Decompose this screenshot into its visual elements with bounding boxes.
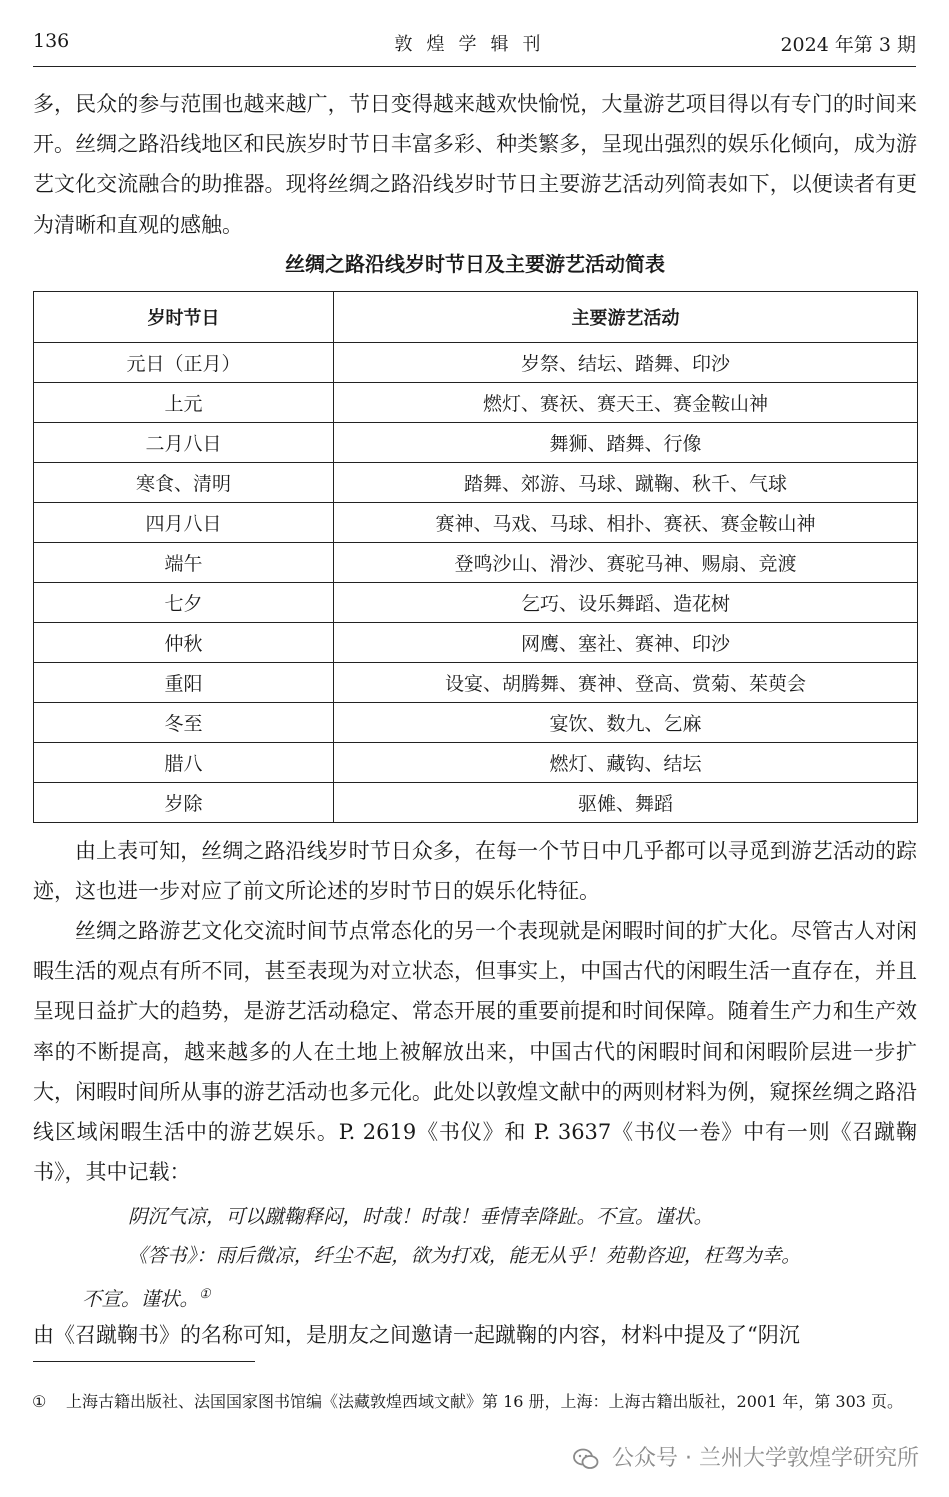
watermark-text: 公众号 · 兰州大学敦煌学研究所: [612, 1446, 919, 1471]
quote-invitation: 阴沉气凉，可以蹴鞠释闷，时哉！时哉！垂情幸降趾。不宣。谨状。: [128, 1205, 714, 1228]
footnote-ref[interactable]: ①: [199, 1287, 211, 1302]
activities-cell: 舞狮、踏舞、行像: [334, 423, 918, 463]
table-title: 丝绸之路沿线岁时节日及主要游艺活动简表: [285, 252, 665, 276]
footnote: [32, 1388, 918, 1416]
activities-cell: 设宴、胡腾舞、赛神、登高、赏菊、茱萸会: [334, 663, 918, 703]
table-header-row: [34, 292, 918, 343]
activities-cell: 岁祭、结坛、踏舞、印沙: [334, 343, 918, 383]
table-row: [34, 703, 918, 743]
paragraph-final: 由《召蹴鞠书》的名称可知，是朋友之间邀请一起蹴鞠的内容，材料中提及了“阴沉: [33, 1323, 800, 1347]
table-row: [34, 383, 918, 423]
festival-cell: 腊八: [34, 743, 334, 783]
festival-cell: 四月八日: [34, 503, 334, 543]
wechat-icon: [573, 1448, 599, 1470]
activities-cell: 宴饮、数九、乞麻: [334, 703, 918, 743]
festival-table: [33, 291, 918, 823]
page-header: [33, 30, 916, 64]
festival-cell: 元日（正月）: [34, 343, 334, 383]
table-header-festival: 岁时节日: [34, 292, 334, 343]
paragraph-leisure: 丝绸之路游艺文化交流时间节点常态化的另一个表现就是闲暇时间的扩大化。尽管古人对闲暇生活的观点有所不同，甚至表现为对立状态，但事实上，中国古代的闲暇生活一直存在，并且呈现日益扩大的趋势，是游艺活动稳定、常态开展的重要前提和时间保障。随着生产力和生产效率的不断提高，越来越多的人在土地上被解放出来，中国古代的闲暇时间和闲暇阶层进一步扩大，闲暇时间所从事的游艺活动也多元化。此处以敦煌文献中的两则材料为例，窥探丝绸之路沿线区域闲暇生活中的游艺娱乐。P. 2619《书仪》和 P. 3637《书仪一卷》中有一则《召蹴鞠书》，其中记载：: [33, 919, 917, 1185]
activities-cell: 网鹰、塞社、赛神、印沙: [334, 623, 918, 663]
watermark: [573, 1441, 919, 1472]
table-row: [34, 663, 918, 703]
table-row: [34, 623, 918, 663]
festival-cell: 岁除: [34, 783, 334, 823]
table-row: [34, 503, 918, 543]
table-header-activities: 主要游艺活动: [334, 292, 918, 343]
quote-reply: 《答书》：雨后微凉，纤尘不起，欲为打戏，能无从乎！苑勒咨迎，枉驾为幸。: [128, 1244, 801, 1267]
table-row: [34, 343, 918, 383]
festival-cell: 寒食、清明: [34, 463, 334, 503]
table-row: [34, 783, 918, 823]
activities-cell: 驱傩、舞蹈: [334, 783, 918, 823]
festival-cell: 仲秋: [34, 623, 334, 663]
table-row: [34, 743, 918, 783]
festival-cell: 端午: [34, 543, 334, 583]
activities-cell: 赛神、马戏、马球、相扑、赛祆、赛金鞍山神: [334, 503, 918, 543]
footnote-rule: [33, 1361, 255, 1362]
activities-cell: 燃灯、赛祆、赛天王、赛金鞍山神: [334, 383, 918, 423]
header-rule: [33, 66, 916, 67]
festival-cell: 上元: [34, 383, 334, 423]
activities-cell: 登鸣沙山、滑沙、赛驼马神、赐扇、竞渡: [334, 543, 918, 583]
paragraph-table-summary: 由上表可知，丝绸之路沿线岁时节日众多，在每一个节日中几乎都可以寻觅到游艺活动的踪迹，这也进一步对应了前文所论述的岁时节日的娱乐化特征。: [33, 839, 917, 904]
quote-reply-closing: [82, 1276, 211, 1319]
activities-cell: 燃灯、藏钩、结坛: [334, 743, 918, 783]
festival-cell: 重阳: [34, 663, 334, 703]
table-row: [34, 423, 918, 463]
page-number: 136: [33, 30, 70, 52]
festival-cell: 七夕: [34, 583, 334, 623]
journal-title: 敦煌学辑刊: [394, 34, 555, 55]
table-row: [34, 543, 918, 583]
footnote-text: 上海古籍出版社、法国国家图书馆编《法藏敦煌西域文献》第 16 册，上海：上海古籍出版社，2001 年，第 303 页。: [66, 1392, 904, 1411]
footnote-mark: ①: [32, 1392, 47, 1411]
table-row: [34, 583, 918, 623]
quote-reply-closing-text: 不宣。谨状。: [82, 1287, 200, 1311]
activities-cell: 踏舞、郊游、马球、蹴鞠、秋千、气球: [334, 463, 918, 503]
festival-cell: 二月八日: [34, 423, 334, 463]
table-row: [34, 463, 918, 503]
activities-cell: 乞巧、设乐舞蹈、造花树: [334, 583, 918, 623]
table-body: [34, 343, 918, 823]
festival-cell: 冬至: [34, 703, 334, 743]
issue-label: 2024 年第 3 期: [780, 34, 916, 56]
paragraph-intro: 多，民众的参与范围也越来越广，节日变得越来越欢快愉悦，大量游艺项目得以有专门的时间来开。丝绸之路沿线地区和民族岁时节日丰富多彩、种类繁多，呈现出强烈的娱乐化倾向，成为游艺文化交流融合的助推器。现将丝绸之路沿线岁时节日主要游艺活动列简表如下，以便读者有更为清晰和直观的感触。: [33, 92, 917, 237]
